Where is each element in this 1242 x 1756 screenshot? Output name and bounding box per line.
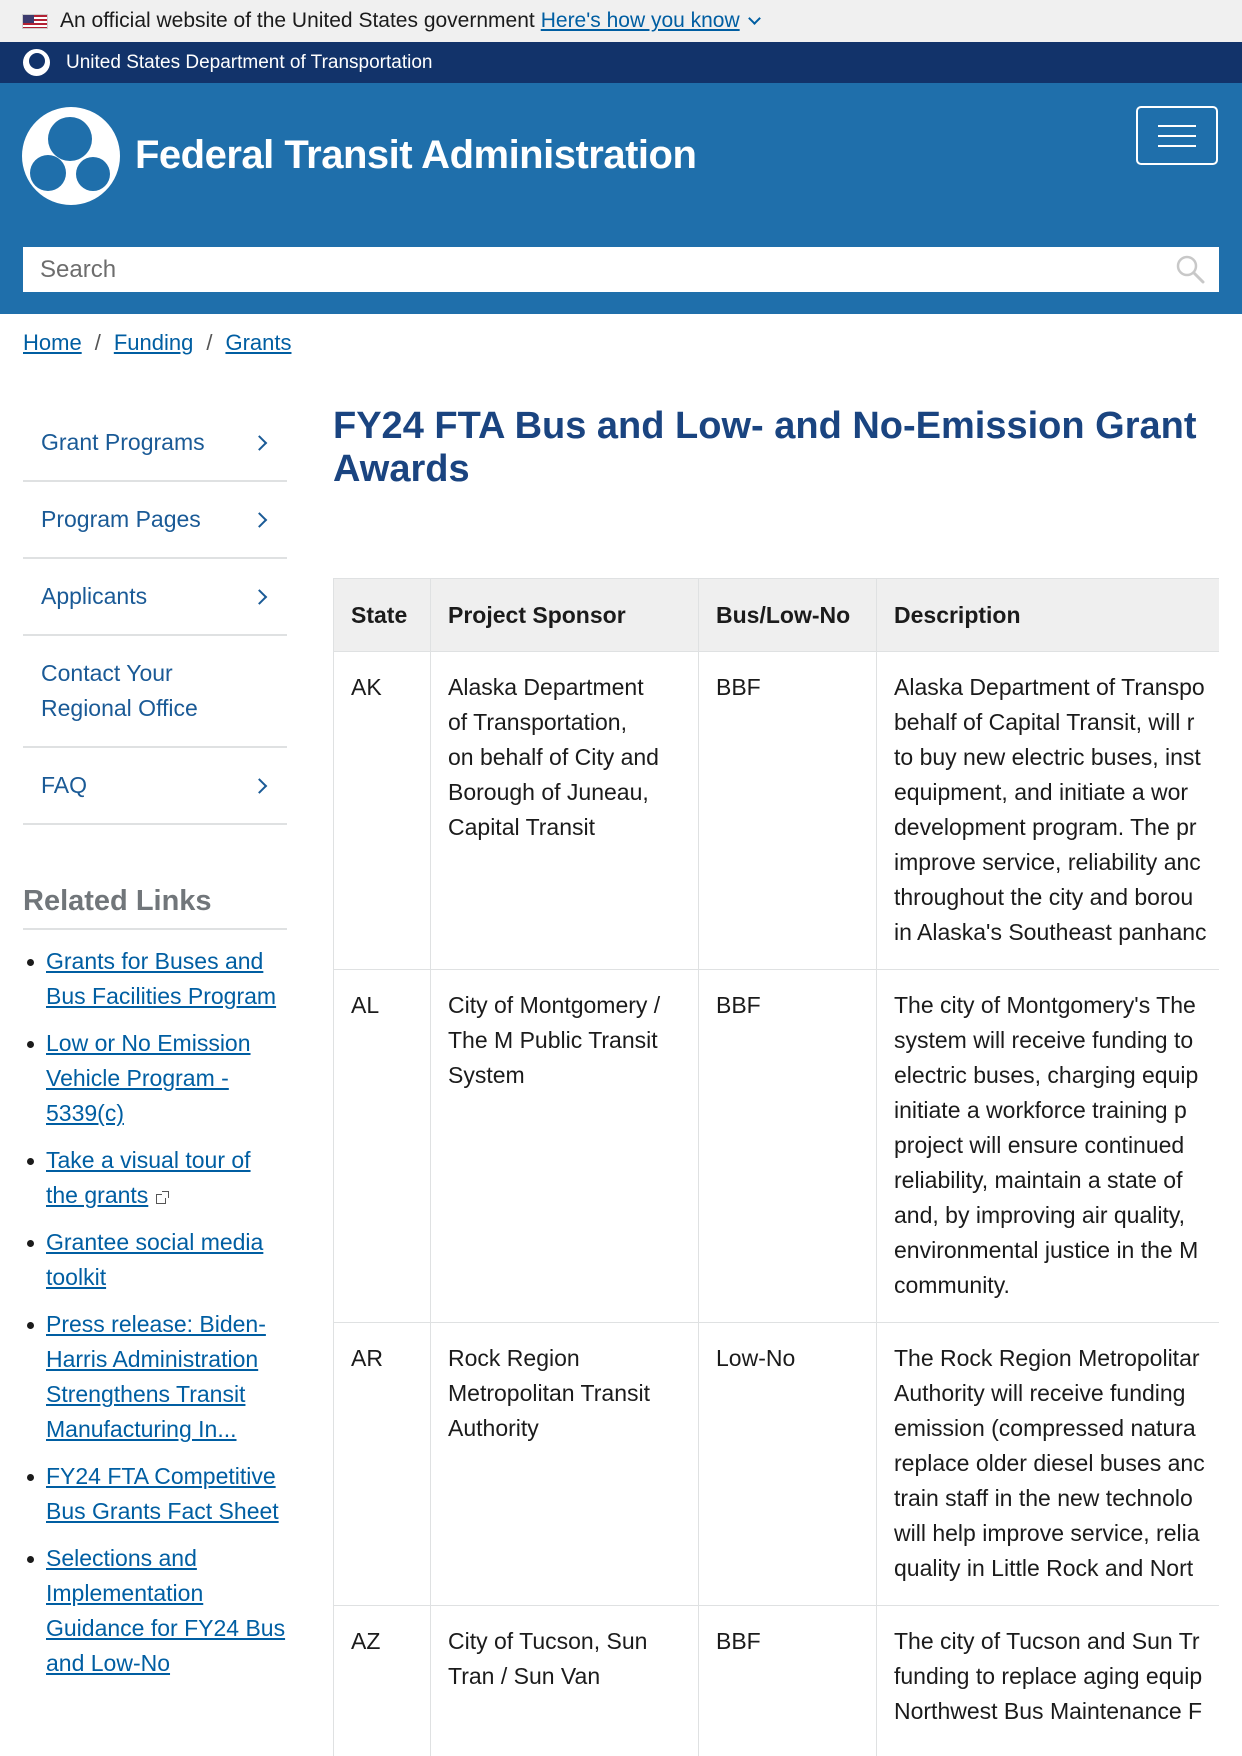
cell-description bbox=[877, 1606, 1220, 1756]
side-nav bbox=[23, 405, 287, 825]
sidenav-item-label: Applicants bbox=[41, 583, 148, 609]
table-header-row bbox=[334, 579, 1220, 652]
list-item bbox=[23, 1541, 287, 1681]
us-flag-icon bbox=[22, 14, 48, 29]
cell-line: Authority bbox=[448, 1415, 539, 1441]
cell-line: improve service, reliability anc bbox=[894, 849, 1201, 875]
chevron-right-icon[interactable] bbox=[252, 512, 268, 528]
gov-banner bbox=[0, 0, 1242, 42]
column-header-type: Bus/Low-No bbox=[699, 579, 877, 652]
sidenav-item-label: Contact Your Regional Office bbox=[41, 660, 198, 721]
related-link[interactable]: FY24 FTA Competitive Bus Grants Fact Sheet bbox=[46, 1463, 279, 1524]
chevron-right-icon[interactable] bbox=[252, 589, 268, 605]
table-row bbox=[334, 1323, 1220, 1606]
column-header-sponsor: Project Sponsor bbox=[431, 579, 699, 652]
gov-banner-text: An official website of the United States government bbox=[60, 9, 535, 32]
breadcrumb-separator: / bbox=[206, 330, 213, 355]
related-links-heading: Related Links bbox=[23, 885, 287, 930]
cell-description bbox=[877, 970, 1220, 1323]
cell-sponsor bbox=[431, 1606, 699, 1756]
sidenav-item-faq[interactable] bbox=[23, 748, 287, 825]
list-item bbox=[23, 1026, 287, 1131]
cell-line: and, by improving air quality, bbox=[894, 1202, 1186, 1228]
cell-line: train staff in the new technolo bbox=[894, 1485, 1193, 1511]
chevron-right-icon[interactable] bbox=[252, 778, 268, 794]
cell-description bbox=[877, 1323, 1220, 1606]
cell-line: environmental justice in the M bbox=[894, 1237, 1199, 1263]
search-icon[interactable] bbox=[1175, 254, 1205, 284]
column-header-description: Description bbox=[877, 579, 1220, 652]
cell-line: Alaska Department of Transpo bbox=[894, 674, 1205, 700]
cell-sponsor bbox=[431, 652, 699, 970]
breadcrumb-separator: / bbox=[94, 330, 101, 355]
table-row bbox=[334, 652, 1220, 970]
cell-line: system will receive funding to bbox=[894, 1027, 1194, 1053]
cell-sponsor bbox=[431, 970, 699, 1323]
cell-line: of Transportation, bbox=[448, 709, 627, 735]
related-link[interactable]: Press release: Biden-Harris Administration Strengthens Transit Manufacturing In... bbox=[46, 1311, 266, 1442]
cell-state: AZ bbox=[334, 1606, 431, 1756]
list-item bbox=[23, 944, 287, 1014]
sidenav-item-grant-programs[interactable] bbox=[23, 405, 287, 482]
related-link[interactable]: Grantee social media toolkit bbox=[46, 1229, 264, 1290]
site-title[interactable]: Federal Transit Administration bbox=[135, 133, 697, 177]
cell-line: to buy new electric buses, inst bbox=[894, 744, 1201, 770]
cell-line: on behalf of City and bbox=[448, 744, 659, 770]
breadcrumb-funding[interactable]: Funding bbox=[113, 330, 194, 355]
cell-line: behalf of Capital Transit, will r bbox=[894, 709, 1195, 735]
cell-sponsor bbox=[431, 1323, 699, 1606]
sidenav-item-label: Grant Programs bbox=[41, 429, 205, 455]
chevron-down-icon[interactable] bbox=[748, 12, 761, 25]
heres-how-you-know-link[interactable]: Here's how you know bbox=[540, 9, 740, 32]
related-link[interactable]: Selections and Implementation Guidance for FY24 Bus and Low-No bbox=[46, 1545, 286, 1676]
cell-state: AK bbox=[334, 652, 431, 970]
cell-state: AL bbox=[334, 970, 431, 1323]
cell-type: Low-No bbox=[699, 1323, 877, 1606]
related-link[interactable]: Take a visual tour of the grants bbox=[46, 1147, 251, 1208]
dot-logo-icon[interactable] bbox=[23, 49, 50, 76]
cell-line: reliability, maintain a state of bbox=[894, 1167, 1183, 1193]
sidenav-item-contact-regional-office[interactable] bbox=[23, 636, 287, 748]
search-input[interactable] bbox=[23, 256, 1143, 284]
cell-line: The city of Montgomery's The bbox=[894, 992, 1196, 1018]
related-link[interactable]: Low or No Emission Vehicle Program - 5339(c) bbox=[46, 1030, 251, 1126]
sidenav-item-applicants[interactable] bbox=[23, 559, 287, 636]
dot-bar-label[interactable]: United States Department of Transportation bbox=[66, 51, 433, 73]
column-header-state: State bbox=[334, 579, 431, 652]
related-links bbox=[23, 885, 287, 1693]
cell-line: electric buses, charging equip bbox=[894, 1062, 1199, 1088]
cell-line: Alaska Department bbox=[448, 674, 644, 700]
breadcrumb-home[interactable]: Home bbox=[23, 330, 82, 355]
menu-button[interactable] bbox=[1136, 106, 1218, 165]
cell-line: in Alaska's Southeast panhanc bbox=[894, 919, 1207, 945]
cell-line: will help improve service, relia bbox=[894, 1520, 1200, 1546]
sidenav-item-label: Program Pages bbox=[41, 506, 201, 532]
cell-line: City of Montgomery / bbox=[448, 992, 661, 1018]
sidenav-item-label: FAQ bbox=[41, 772, 88, 798]
page-title: FY24 FTA Bus and Low- and No-Emission Grant Awards bbox=[333, 405, 1197, 490]
search-bar bbox=[23, 247, 1219, 292]
cell-line: The city of Tucson and Sun Tr bbox=[894, 1628, 1200, 1654]
list-item bbox=[23, 1459, 287, 1529]
chevron-right-icon[interactable] bbox=[252, 435, 268, 451]
cell-line: initiate a workforce training p bbox=[894, 1097, 1187, 1123]
dot-bar bbox=[0, 42, 1242, 83]
sidenav-item-program-pages[interactable] bbox=[23, 482, 287, 559]
list-item bbox=[23, 1307, 287, 1447]
cell-type: BBF bbox=[699, 1606, 877, 1756]
table-row bbox=[334, 1606, 1220, 1756]
cell-line: City of Tucson, Sun bbox=[448, 1628, 648, 1654]
external-link-icon bbox=[156, 1194, 166, 1204]
cell-line: equipment, and initiate a wor bbox=[894, 779, 1189, 805]
cell-line: replace older diesel buses anc bbox=[894, 1450, 1205, 1476]
cell-description bbox=[877, 652, 1220, 970]
related-link[interactable]: Grants for Buses and Bus Facilities Program bbox=[46, 948, 277, 1009]
cell-line: The Rock Region Metropolitar bbox=[894, 1345, 1200, 1371]
cell-line: Borough of Juneau, bbox=[448, 779, 649, 805]
breadcrumb-grants[interactable]: Grants bbox=[225, 330, 292, 355]
cell-line: throughout the city and borou bbox=[894, 884, 1194, 910]
cell-line: System bbox=[448, 1062, 525, 1088]
cell-line: development program. The pr bbox=[894, 814, 1197, 840]
cell-line: The M Public Transit bbox=[448, 1027, 658, 1053]
cell-line: community. bbox=[894, 1272, 1010, 1298]
table-row bbox=[334, 970, 1220, 1323]
fta-logo-icon[interactable] bbox=[22, 107, 120, 205]
cell-type: BBF bbox=[699, 652, 877, 970]
cell-line: Capital Transit bbox=[448, 814, 596, 840]
cell-line: emission (compressed natura bbox=[894, 1415, 1196, 1441]
cell-line: Rock Region bbox=[448, 1345, 580, 1371]
cell-line: funding to replace aging equip bbox=[894, 1663, 1203, 1689]
cell-state: AR bbox=[334, 1323, 431, 1606]
cell-line: quality in Little Rock and Nort bbox=[894, 1555, 1194, 1581]
cell-line: Northwest Bus Maintenance F bbox=[894, 1698, 1203, 1724]
cell-line: project will ensure continued bbox=[894, 1132, 1185, 1158]
cell-line: Metropolitan Transit bbox=[448, 1380, 650, 1406]
cell-line: Authority will receive funding bbox=[894, 1380, 1186, 1406]
list-item bbox=[23, 1225, 287, 1295]
awards-table-container[interactable] bbox=[333, 578, 1219, 1756]
cell-line: Tran / Sun Van bbox=[448, 1663, 601, 1689]
site-header bbox=[0, 83, 1242, 314]
breadcrumb bbox=[23, 330, 291, 356]
list-item bbox=[23, 1143, 287, 1213]
cell-type: BBF bbox=[699, 970, 877, 1323]
awards-table bbox=[333, 578, 1219, 1756]
